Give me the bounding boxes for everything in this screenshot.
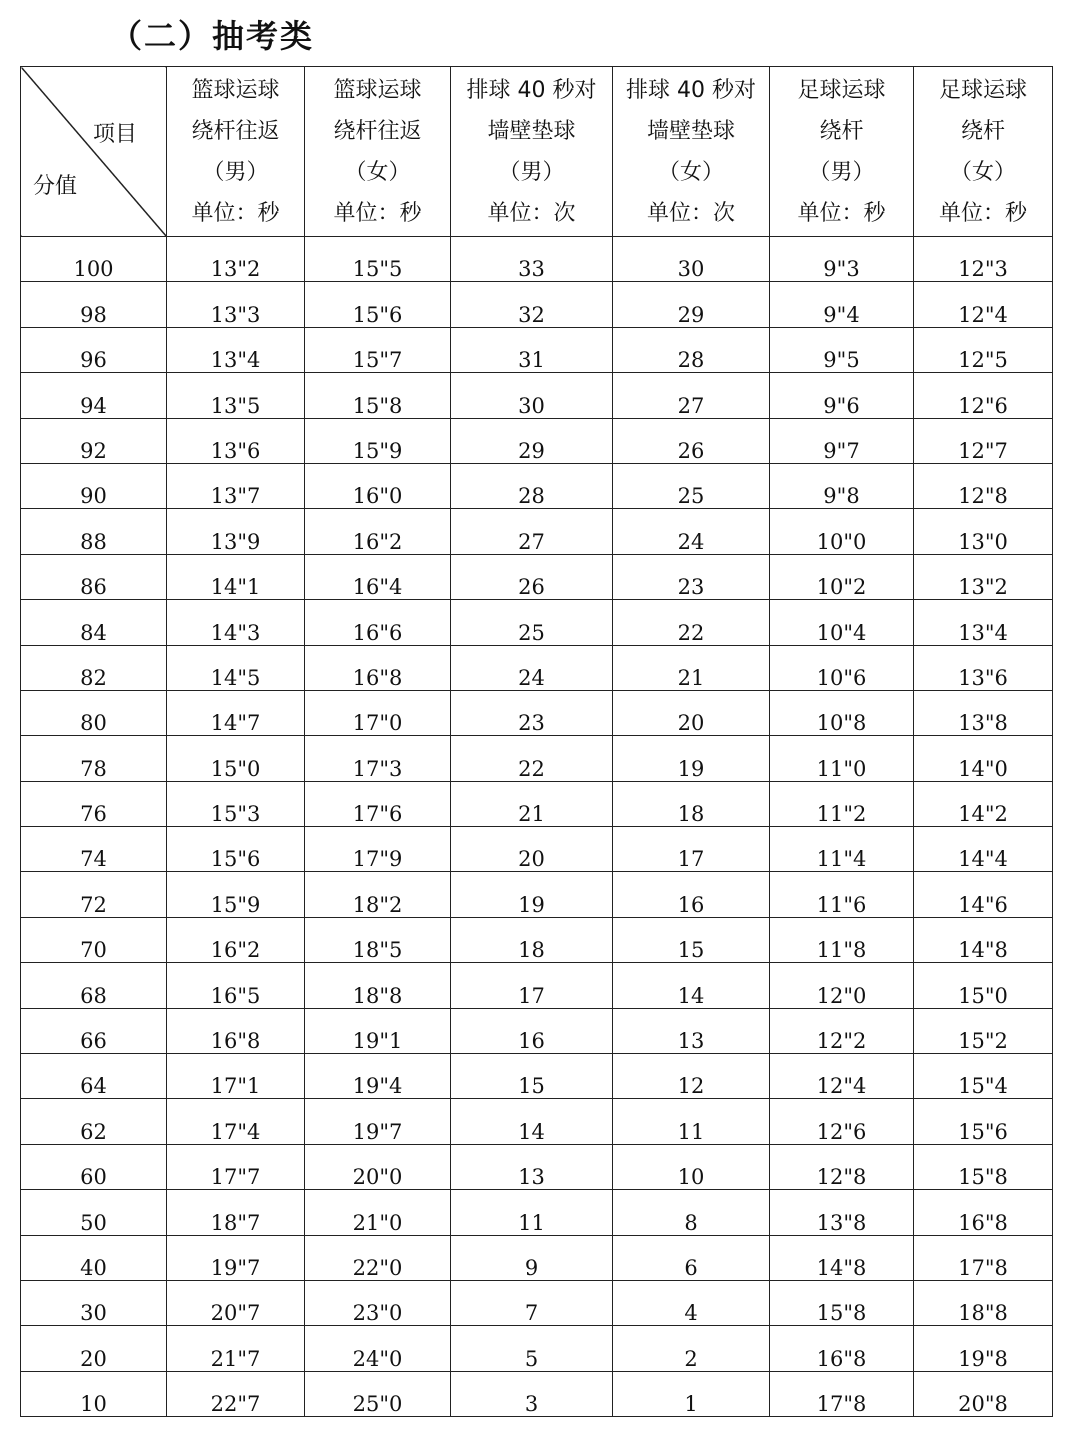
value-cell: 22"0 [305,1235,451,1280]
table-row [21,1144,1053,1189]
value-cell: 13"6 [914,645,1053,690]
table-row [21,554,1053,599]
score-cell: 60 [21,1144,167,1189]
column-header-line: （男） [808,159,875,185]
value-cell: 9 [451,1235,613,1280]
value-cell: 9"7 [770,418,914,463]
value-cell: 18"8 [914,1280,1053,1325]
value-cell: 15"5 [305,237,451,282]
value-cell: 15"8 [914,1144,1053,1189]
value-cell: 16 [613,872,770,917]
column-header-line: 单位：秒 [333,200,422,226]
score-cell: 86 [21,554,167,599]
score-cell: 88 [21,509,167,554]
value-cell: 13"7 [167,463,305,508]
value-cell: 15"3 [167,781,305,826]
section-title: （二）抽考类 [110,17,315,55]
corner-label-score: 分值 [33,174,78,199]
table-row [21,690,1053,735]
value-cell: 11"8 [770,917,914,962]
table-row [21,509,1053,554]
value-cell: 12"3 [914,237,1053,282]
value-cell: 29 [451,418,613,463]
value-cell: 21 [451,781,613,826]
value-cell: 19"8 [914,1326,1053,1371]
value-cell: 23 [613,554,770,599]
table-row [21,1326,1053,1371]
score-cell: 50 [21,1190,167,1235]
value-cell: 22"7 [167,1371,305,1416]
value-cell: 21 [613,645,770,690]
score-cell: 68 [21,963,167,1008]
score-cell: 96 [21,327,167,372]
value-cell: 12"4 [770,1054,914,1099]
value-cell: 2 [613,1326,770,1371]
value-cell: 13"8 [914,690,1053,735]
table-row [21,1054,1053,1099]
table-row [21,872,1053,917]
value-cell: 15"8 [305,373,451,418]
value-cell: 30 [451,373,613,418]
column-header [167,67,305,237]
value-cell: 13"4 [167,327,305,372]
value-cell: 13"4 [914,600,1053,645]
value-cell: 7 [451,1280,613,1325]
column-header-line: 足球运球 [938,77,1027,103]
column-header-line: 绕杆往返 [333,118,422,144]
value-cell: 14"8 [770,1235,914,1280]
column-header-line: 单位：次 [487,200,576,226]
column-header-line: 绕杆 [819,118,864,144]
column-header [305,67,451,237]
table-row [21,327,1053,372]
value-cell: 5 [451,1326,613,1371]
table-row [21,463,1053,508]
value-cell: 15"6 [914,1099,1053,1144]
score-cell: 30 [21,1280,167,1325]
value-cell: 15"8 [770,1280,914,1325]
value-cell: 10"0 [770,509,914,554]
table-row [21,1371,1053,1416]
value-cell: 19 [613,736,770,781]
value-cell: 16"2 [305,509,451,554]
value-cell: 14"6 [914,872,1053,917]
score-cell: 80 [21,690,167,735]
value-cell: 11 [451,1190,613,1235]
column-header-line: 绕杆往返 [191,118,280,144]
value-cell: 13"2 [914,554,1053,599]
value-cell: 17"8 [914,1235,1053,1280]
value-cell: 30 [613,237,770,282]
value-cell: 20 [613,690,770,735]
value-cell: 19"7 [305,1099,451,1144]
value-cell: 13"9 [167,509,305,554]
value-cell: 16"8 [770,1326,914,1371]
value-cell: 21"0 [305,1190,451,1235]
table-row [21,282,1053,327]
value-cell: 26 [451,554,613,599]
value-cell: 25 [613,463,770,508]
value-cell: 16"0 [305,463,451,508]
score-cell: 64 [21,1054,167,1099]
value-cell: 13 [613,1008,770,1053]
value-cell: 9"5 [770,327,914,372]
value-cell: 21"7 [167,1326,305,1371]
score-cell: 76 [21,781,167,826]
column-header [451,67,613,237]
value-cell: 16 [451,1008,613,1053]
value-cell: 13"5 [167,373,305,418]
value-cell: 18"7 [167,1190,305,1235]
column-header-line: （女） [949,159,1016,185]
value-cell: 8 [613,1190,770,1235]
value-cell: 17"8 [770,1371,914,1416]
value-cell: 4 [613,1280,770,1325]
value-cell: 13"2 [167,237,305,282]
score-cell: 100 [21,237,167,282]
column-header-line: （男） [202,159,269,185]
value-cell: 9"8 [770,463,914,508]
value-cell: 9"3 [770,237,914,282]
value-cell: 17"6 [305,781,451,826]
score-cell: 84 [21,600,167,645]
value-cell: 20"7 [167,1280,305,1325]
value-cell: 17"3 [305,736,451,781]
value-cell: 10"8 [770,690,914,735]
value-cell: 17 [451,963,613,1008]
value-cell: 18"5 [305,917,451,962]
value-cell: 11"6 [770,872,914,917]
value-cell: 19"4 [305,1054,451,1099]
column-header-line: 墙壁垫球 [646,118,735,144]
value-cell: 20 [451,827,613,872]
value-cell: 3 [451,1371,613,1416]
table-row [21,963,1053,1008]
score-cell: 10 [21,1371,167,1416]
column-header-line: 绕杆 [960,118,1005,144]
value-cell: 28 [613,327,770,372]
value-cell: 17"1 [167,1054,305,1099]
header-row [21,67,1053,237]
value-cell: 12"8 [914,463,1053,508]
value-cell: 10"2 [770,554,914,599]
value-cell: 14"7 [167,690,305,735]
value-cell: 14"1 [167,554,305,599]
column-header [770,67,914,237]
column-header-line: 排球 40 秒对 [626,77,756,103]
value-cell: 17"4 [167,1099,305,1144]
value-cell: 27 [613,373,770,418]
value-cell: 14"0 [914,736,1053,781]
value-cell: 15"6 [305,282,451,327]
value-cell: 25 [451,600,613,645]
table-row [21,1099,1053,1144]
value-cell: 16"8 [305,645,451,690]
value-cell: 14"8 [914,917,1053,962]
value-cell: 23 [451,690,613,735]
score-cell: 72 [21,872,167,917]
value-cell: 12"6 [770,1099,914,1144]
table-row [21,1280,1053,1325]
table-row [21,736,1053,781]
value-cell: 17"7 [167,1144,305,1189]
value-cell: 20"0 [305,1144,451,1189]
value-cell: 25"0 [305,1371,451,1416]
score-cell: 98 [21,282,167,327]
score-table [20,66,1053,1417]
value-cell: 11"2 [770,781,914,826]
score-cell: 82 [21,645,167,690]
value-cell: 13"8 [770,1190,914,1235]
value-cell: 15"7 [305,327,451,372]
value-cell: 18 [451,917,613,962]
table-row [21,781,1053,826]
value-cell: 13"0 [914,509,1053,554]
column-header-line: （女） [657,159,724,185]
column-header-line: 单位：秒 [938,200,1027,226]
value-cell: 19"1 [305,1008,451,1053]
column-header-line: 篮球运球 [333,77,422,103]
table-row [21,1008,1053,1053]
score-cell: 90 [21,463,167,508]
value-cell: 18"2 [305,872,451,917]
corner-label-item: 项目 [93,122,138,147]
score-cell: 74 [21,827,167,872]
value-cell: 15"9 [167,872,305,917]
value-cell: 12"0 [770,963,914,1008]
table-row [21,917,1053,962]
value-cell: 32 [451,282,613,327]
score-cell: 66 [21,1008,167,1053]
table-row [21,600,1053,645]
value-cell: 14"2 [914,781,1053,826]
value-cell: 33 [451,237,613,282]
column-header [613,67,770,237]
value-cell: 14"3 [167,600,305,645]
value-cell: 31 [451,327,613,372]
value-cell: 16"5 [167,963,305,1008]
value-cell: 12"4 [914,282,1053,327]
value-cell: 13"3 [167,282,305,327]
value-cell: 19"7 [167,1235,305,1280]
score-cell: 92 [21,418,167,463]
column-header-line: 单位：秒 [797,200,886,226]
value-cell: 22 [451,736,613,781]
value-cell: 14"5 [167,645,305,690]
table-row [21,827,1053,872]
value-cell: 16"8 [167,1008,305,1053]
value-cell: 12"7 [914,418,1053,463]
value-cell: 15"6 [167,827,305,872]
value-cell: 15"0 [167,736,305,781]
value-cell: 17"0 [305,690,451,735]
value-cell: 11"0 [770,736,914,781]
value-cell: 15"4 [914,1054,1053,1099]
table-row [21,1235,1053,1280]
value-cell: 15"2 [914,1008,1053,1053]
value-cell: 18"8 [305,963,451,1008]
column-header-line: 墙壁垫球 [487,118,576,144]
table-row [21,373,1053,418]
value-cell: 13 [451,1144,613,1189]
value-cell: 24 [451,645,613,690]
value-cell: 11"4 [770,827,914,872]
value-cell: 15"9 [305,418,451,463]
corner-header-cell [21,67,167,237]
score-cell: 40 [21,1235,167,1280]
value-cell: 14"4 [914,827,1053,872]
value-cell: 23"0 [305,1280,451,1325]
value-cell: 18 [613,781,770,826]
column-header-line: （男） [498,159,565,185]
table-row [21,645,1053,690]
score-cell: 70 [21,917,167,962]
value-cell: 20"8 [914,1371,1053,1416]
value-cell: 6 [613,1235,770,1280]
value-cell: 10"4 [770,600,914,645]
value-cell: 16"4 [305,554,451,599]
value-cell: 12 [613,1054,770,1099]
value-cell: 14 [613,963,770,1008]
value-cell: 24 [613,509,770,554]
value-cell: 12"5 [914,327,1053,372]
value-cell: 10"6 [770,645,914,690]
table-row [21,418,1053,463]
table-row [21,237,1053,282]
value-cell: 16"2 [167,917,305,962]
score-cell: 78 [21,736,167,781]
value-cell: 11 [613,1099,770,1144]
column-header [914,67,1053,237]
value-cell: 29 [613,282,770,327]
column-header-line: 单位：次 [646,200,735,226]
score-cell: 20 [21,1326,167,1371]
column-header-line: 篮球运球 [191,77,280,103]
column-header-line: 单位：秒 [191,200,280,226]
column-header-line: 足球运球 [797,77,886,103]
value-cell: 16"6 [305,600,451,645]
value-cell: 17 [613,827,770,872]
column-header-line: 排球 40 秒对 [466,77,597,103]
value-cell: 14 [451,1099,613,1144]
value-cell: 15"0 [914,963,1053,1008]
table-body [21,237,1053,1417]
value-cell: 12"8 [770,1144,914,1189]
value-cell: 16"8 [914,1190,1053,1235]
value-cell: 22 [613,600,770,645]
column-header-line: （女） [344,159,411,185]
score-cell: 62 [21,1099,167,1144]
value-cell: 1 [613,1371,770,1416]
value-cell: 13"6 [167,418,305,463]
value-cell: 12"2 [770,1008,914,1053]
value-cell: 9"4 [770,282,914,327]
table-row [21,1190,1053,1235]
value-cell: 15 [451,1054,613,1099]
value-cell: 19 [451,872,613,917]
value-cell: 15 [613,917,770,962]
value-cell: 27 [451,509,613,554]
value-cell: 17"9 [305,827,451,872]
value-cell: 24"0 [305,1326,451,1371]
value-cell: 10 [613,1144,770,1189]
value-cell: 28 [451,463,613,508]
score-cell: 94 [21,373,167,418]
value-cell: 26 [613,418,770,463]
value-cell: 12"6 [914,373,1053,418]
value-cell: 9"6 [770,373,914,418]
